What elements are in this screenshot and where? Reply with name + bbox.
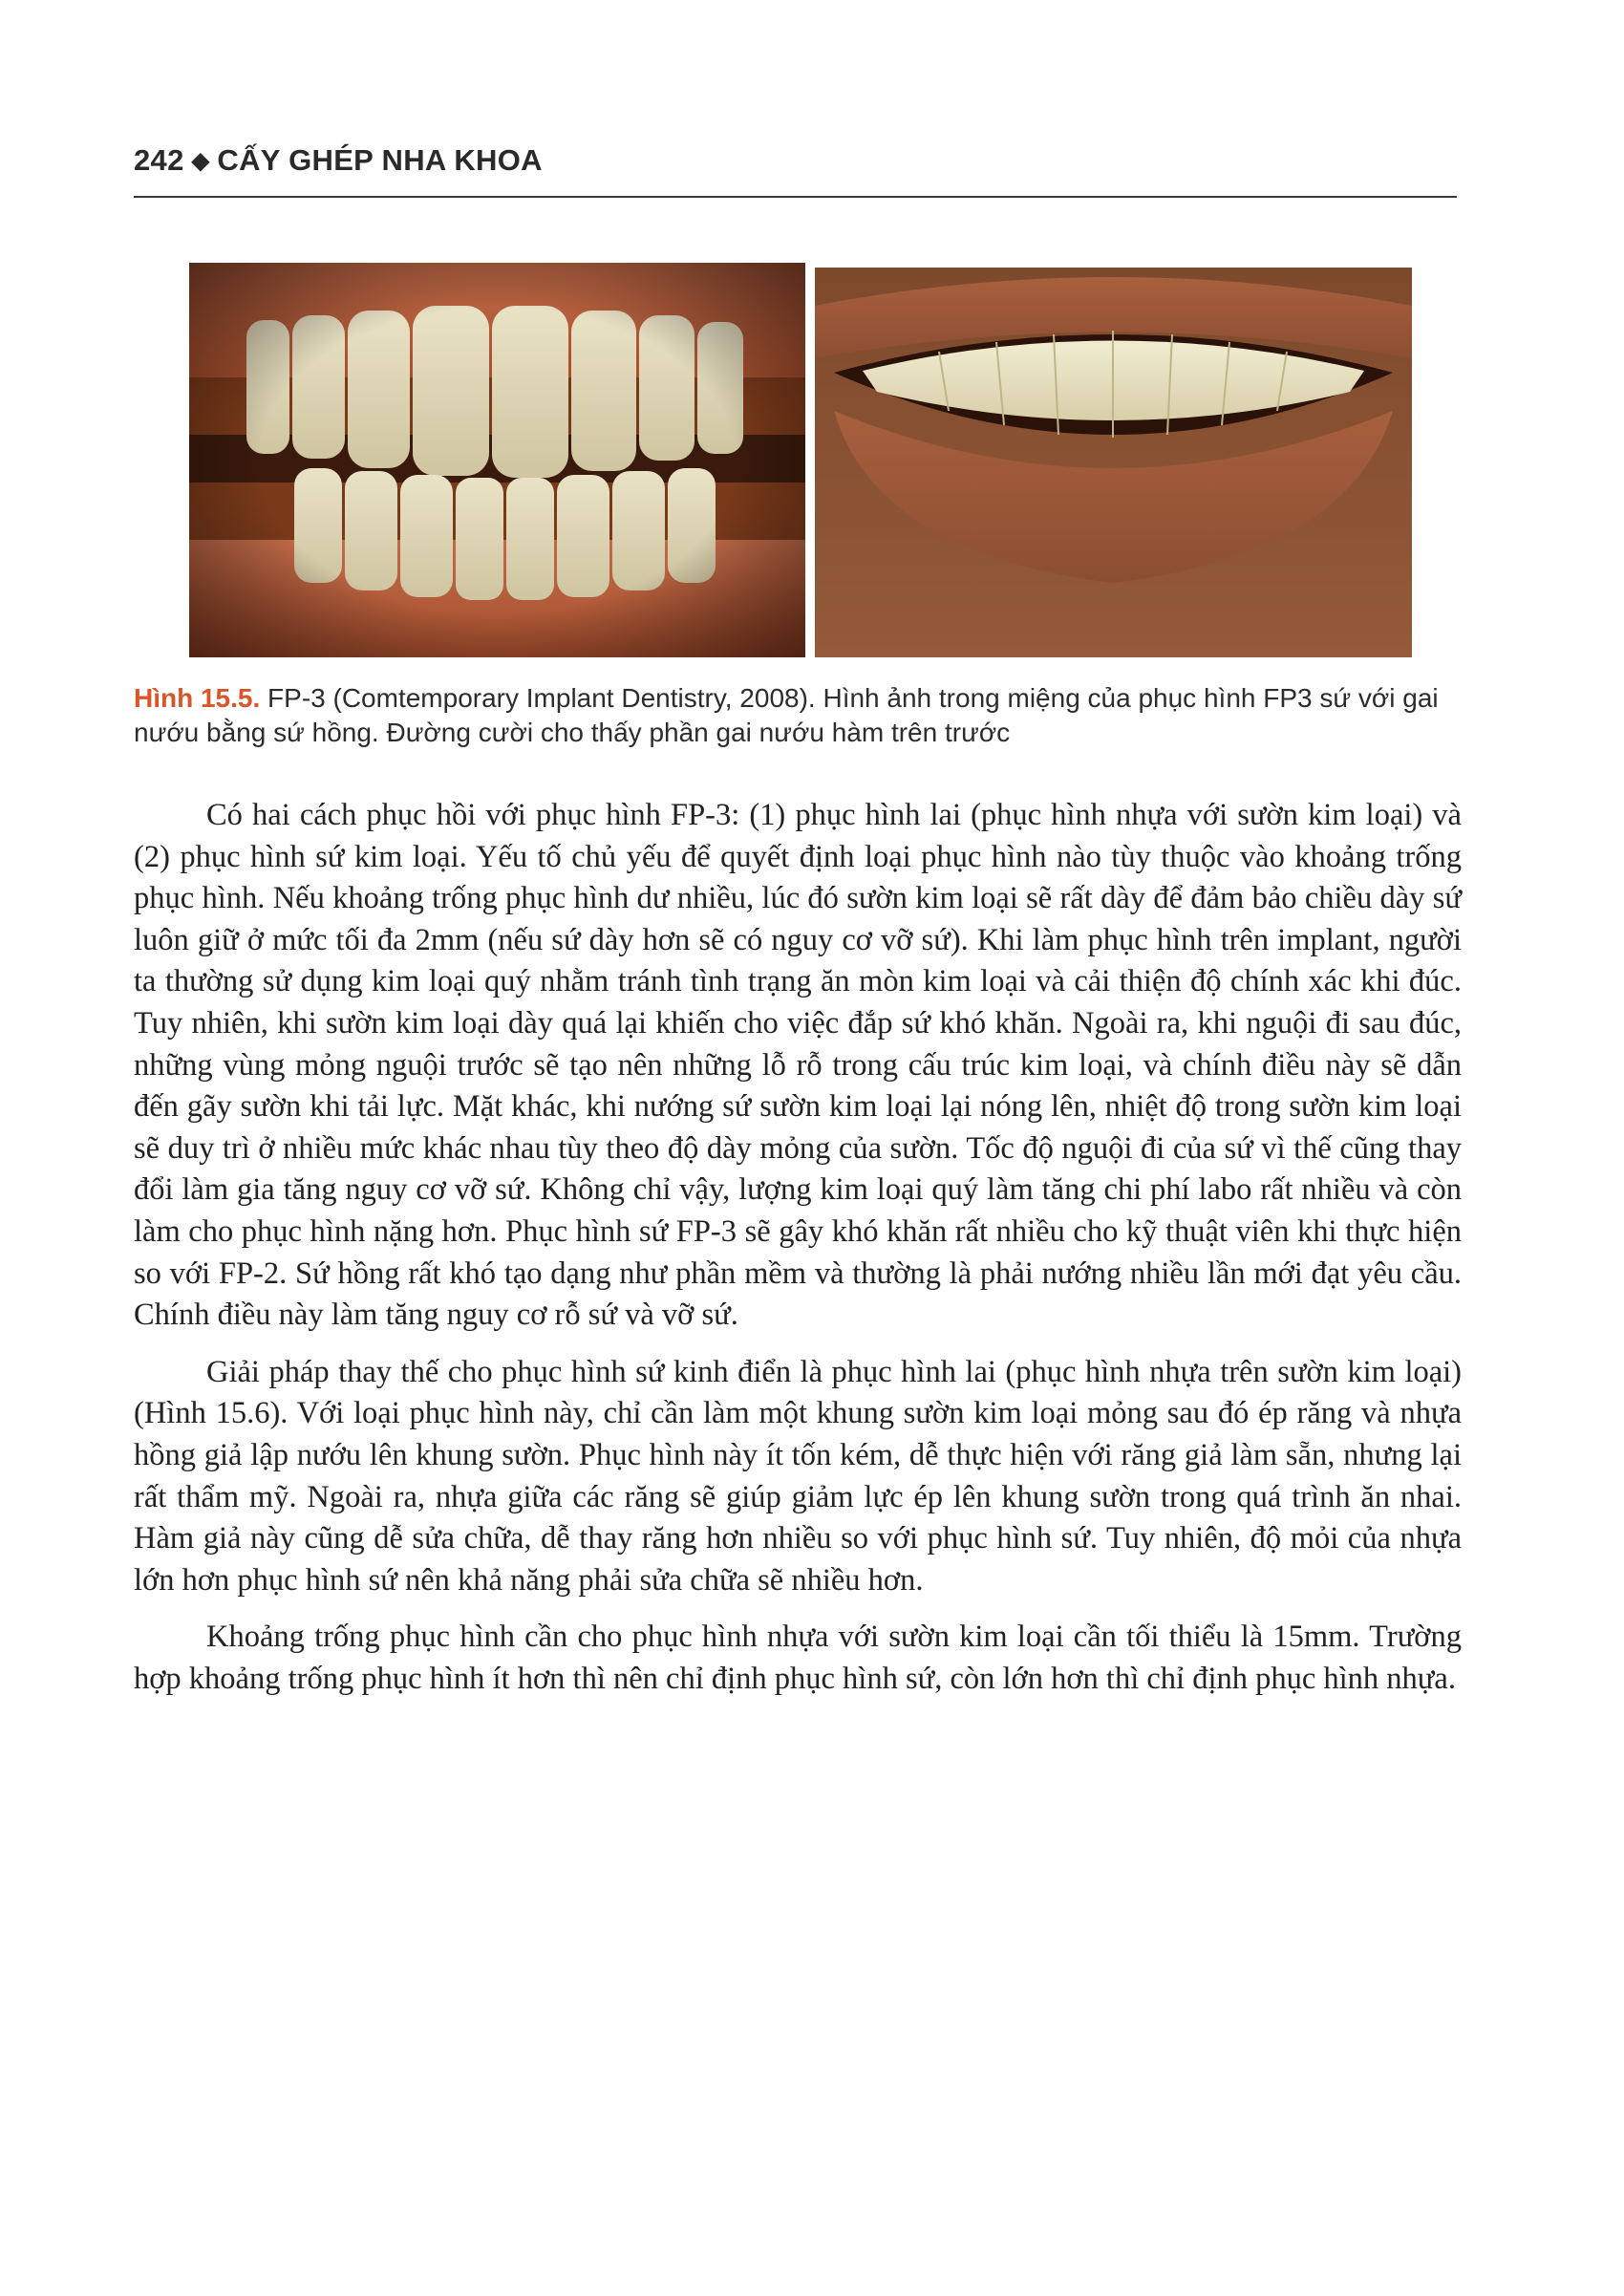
body-text xyxy=(134,795,1462,1715)
diamond-separator-icon: ◆ xyxy=(191,148,210,174)
figure-caption xyxy=(134,681,1462,750)
page-number: 242 xyxy=(134,143,184,177)
smile-photo xyxy=(815,268,1412,657)
book-title: CẤY GHÉP NHA KHOA xyxy=(217,143,543,177)
paragraph: Giải pháp thay thế cho phục hình sứ kinh điển là phục hình lai (phục hình nhựa trên sườn kim loại) (Hình 15.6). Với loại phục hình này, chỉ cần làm một khung sườn kim loại mỏng sau đó ép răng và nhựa hồng giả lập nướu lên khung sườn. Phục hình này ít tốn kém, dễ thực hiện với răng giả làm sẵn, nhưng lại rất thẩm mỹ. Ngoài ra, nhựa giữa các răng sẽ giúp giảm lực ép lên khung sườn trong quá trình ăn nhai. Hàm giả này cũng dễ sửa chữa, dễ thay răng hơn nhiều so với phục hình sứ. Tuy nhiên, độ mỏi của nhựa lớn hơn phục hình sứ nên khả năng phải sửa chữa sẽ nhiều hơn. xyxy=(134,1354,1462,1598)
intraoral-photo xyxy=(189,263,805,657)
header-divider xyxy=(134,196,1457,198)
figure-label: Hình 15.5. xyxy=(134,683,261,713)
paragraph: Có hai cách phục hồi với phục hình FP-3: (1) phục hình lai (phục hình nhựa với sườn kim loại) và (2) phục hình sứ kim loại. Yếu tố chủ yếu để quyết định loại phục hình nào tùy thuộc vào khoảng trống phục hình. Nếu khoảng trống phục hình dư nhiều, lúc đó sườn kim loại sẽ rất dày để đảm bảo chiều dày sứ luôn giữ ở mức tối đa 2mm (nếu sứ dày hơn sẽ có nguy cơ vỡ sứ). Khi làm phục hình trên implant, người ta thường sử dụng kim loại quý nhằm tránh tình trạng ăn mòn kim loại và cải thiện độ chính xác khi đúc. Tuy nhiên, khi sườn kim loại dày quá lại khiến cho việc đắp sứ khó khăn. Ngoài ra, khi nguội đi sau đúc, những vùng mỏng nguội trước sẽ tạo nên những lỗ rỗ trong cấu trúc kim loại, và chính điều này sẽ dẫn đến gãy sườn khi tải lực. Mặt khác, khi nướng sứ sườn kim loại lại nóng lên, nhiệt độ trong sườn kim loại sẽ duy trì ở nhiều mức khác nhau tùy theo độ dày mỏng của sườn. Tốc độ nguội đi của sứ vì thế cũng thay đổi làm gia tăng nguy cơ vỡ sứ. Không chỉ vậy, lượng kim loại quý làm tăng chi phí labo rất nhiều và còn làm cho phục hình nặng hơn. Phục hình sứ FP-3 sẽ gây khó khăn rất nhiều cho kỹ thuật viên khi thực hiện so với FP-2. Sứ hồng rất khó tạo dạng như phần mềm và thường là phải nướng nhiều lần mới đạt yêu cầu. Chính điều này làm tăng nguy cơ rỗ sứ và vỡ sứ. xyxy=(134,798,1462,1333)
figure-caption-text: FP-3 (Comtemporary Implant Dentistry, 2008). Hình ảnh trong miệng của phục hình FP3 sứ với gai nướu bằng sứ hồng. Đường cười cho thấy phần gai nướu hàm trên trước xyxy=(134,683,1439,747)
running-header xyxy=(134,143,1457,178)
paragraph: Khoảng trống phục hình cần cho phục hình nhựa với sườn kim loại cần tối thiểu là 15mm. Trường hợp khoảng trống phục hình ít hơn thì nên chỉ định phục hình sứ, còn lớn hơn thì chỉ định phục hình nhựa. xyxy=(134,1620,1462,1696)
